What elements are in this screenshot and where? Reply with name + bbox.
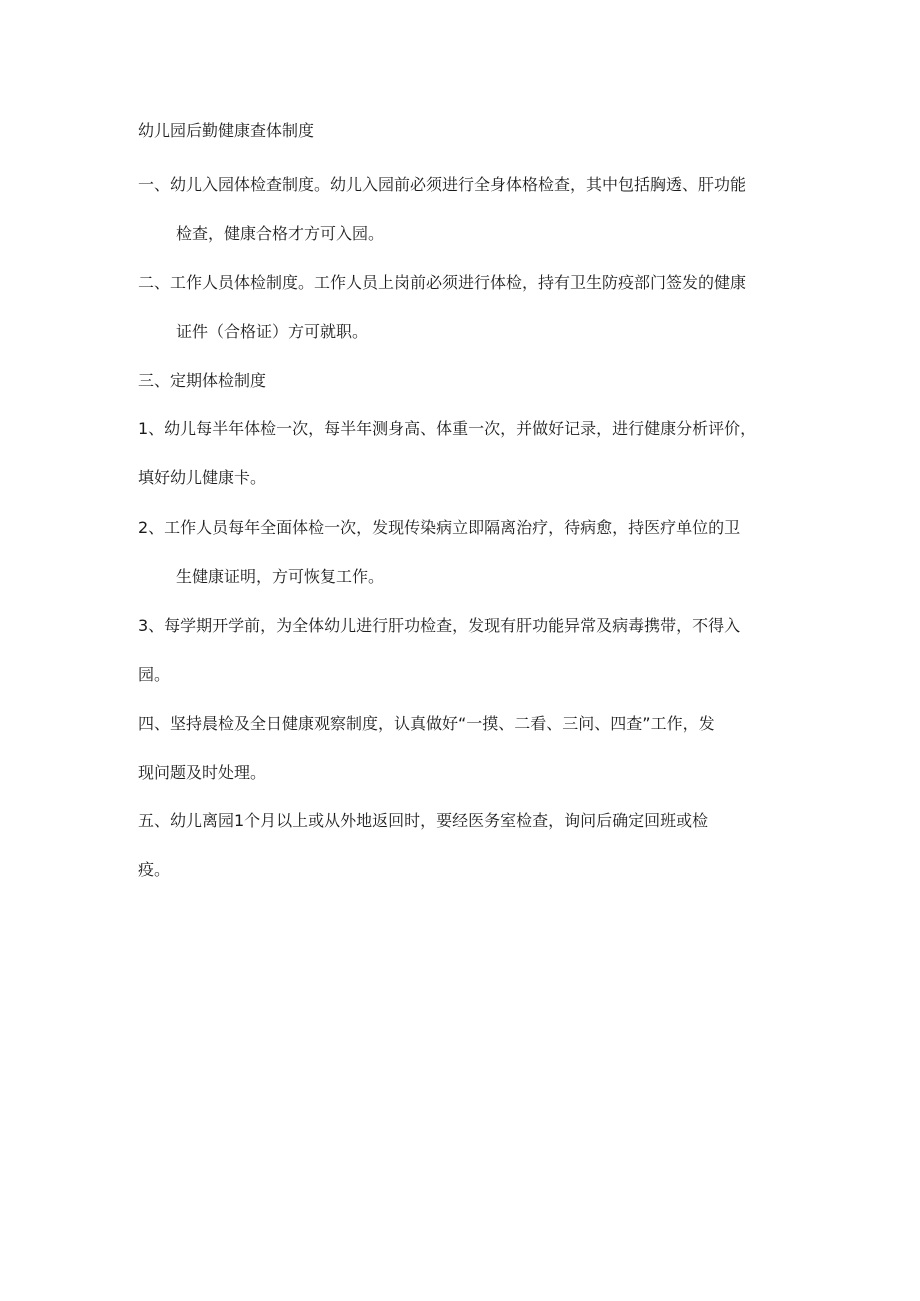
document-title: 幼儿园后勤健康查体制度 (138, 121, 315, 140)
section-4-line-1: 四、坚持晨检及全日健康观察制度，认真做好“一摸、二看、三问、四查”工作，发 (138, 714, 715, 733)
item-2-line-2: 生健康证明，方可恢复工作。 (176, 567, 385, 586)
item-3-line-2: 园。 (138, 665, 171, 684)
item-2-line-1: 2、工作人员每年全面体检一次，发现传染病立即隔离治疗，待病愈，持医疗单位的卫 (138, 518, 741, 537)
section-2-line-1: 二、工作人员体检制度。工作人员上岗前必须进行体检，持有卫生防疫部门签发的健康 (138, 273, 747, 292)
section-4-line-2: 现问题及时处理。 (138, 763, 267, 782)
item-1-line-2: 填好幼儿健康卡。 (138, 468, 267, 487)
section-1-line-1: 一、幼儿入园体检查制度。幼儿入园前必须进行全身体格检查，其中包括胸透、肝功能 (138, 175, 747, 194)
section-5-line-1: 五、幼儿离园1个月以上或从外地返回时，要经医务室检查，询问后确定回班或检 (138, 811, 709, 830)
section-1-line-2: 检查，健康合格才方可入园。 (176, 224, 385, 243)
section-3-heading: 三、定期体检制度 (138, 371, 267, 390)
section-5-line-2: 疫。 (138, 860, 171, 879)
item-3-line-1: 3、每学期开学前，为全体幼儿进行肝功检查，发现有肝功能异常及病毒携带，不得入 (138, 616, 741, 635)
section-2-line-2: 证件（合格证）方可就职。 (176, 322, 369, 341)
item-1-line-1: 1、幼儿每半年体检一次，每半年测身高、体重一次，并做好记录，进行健康分析评价， (138, 419, 757, 438)
